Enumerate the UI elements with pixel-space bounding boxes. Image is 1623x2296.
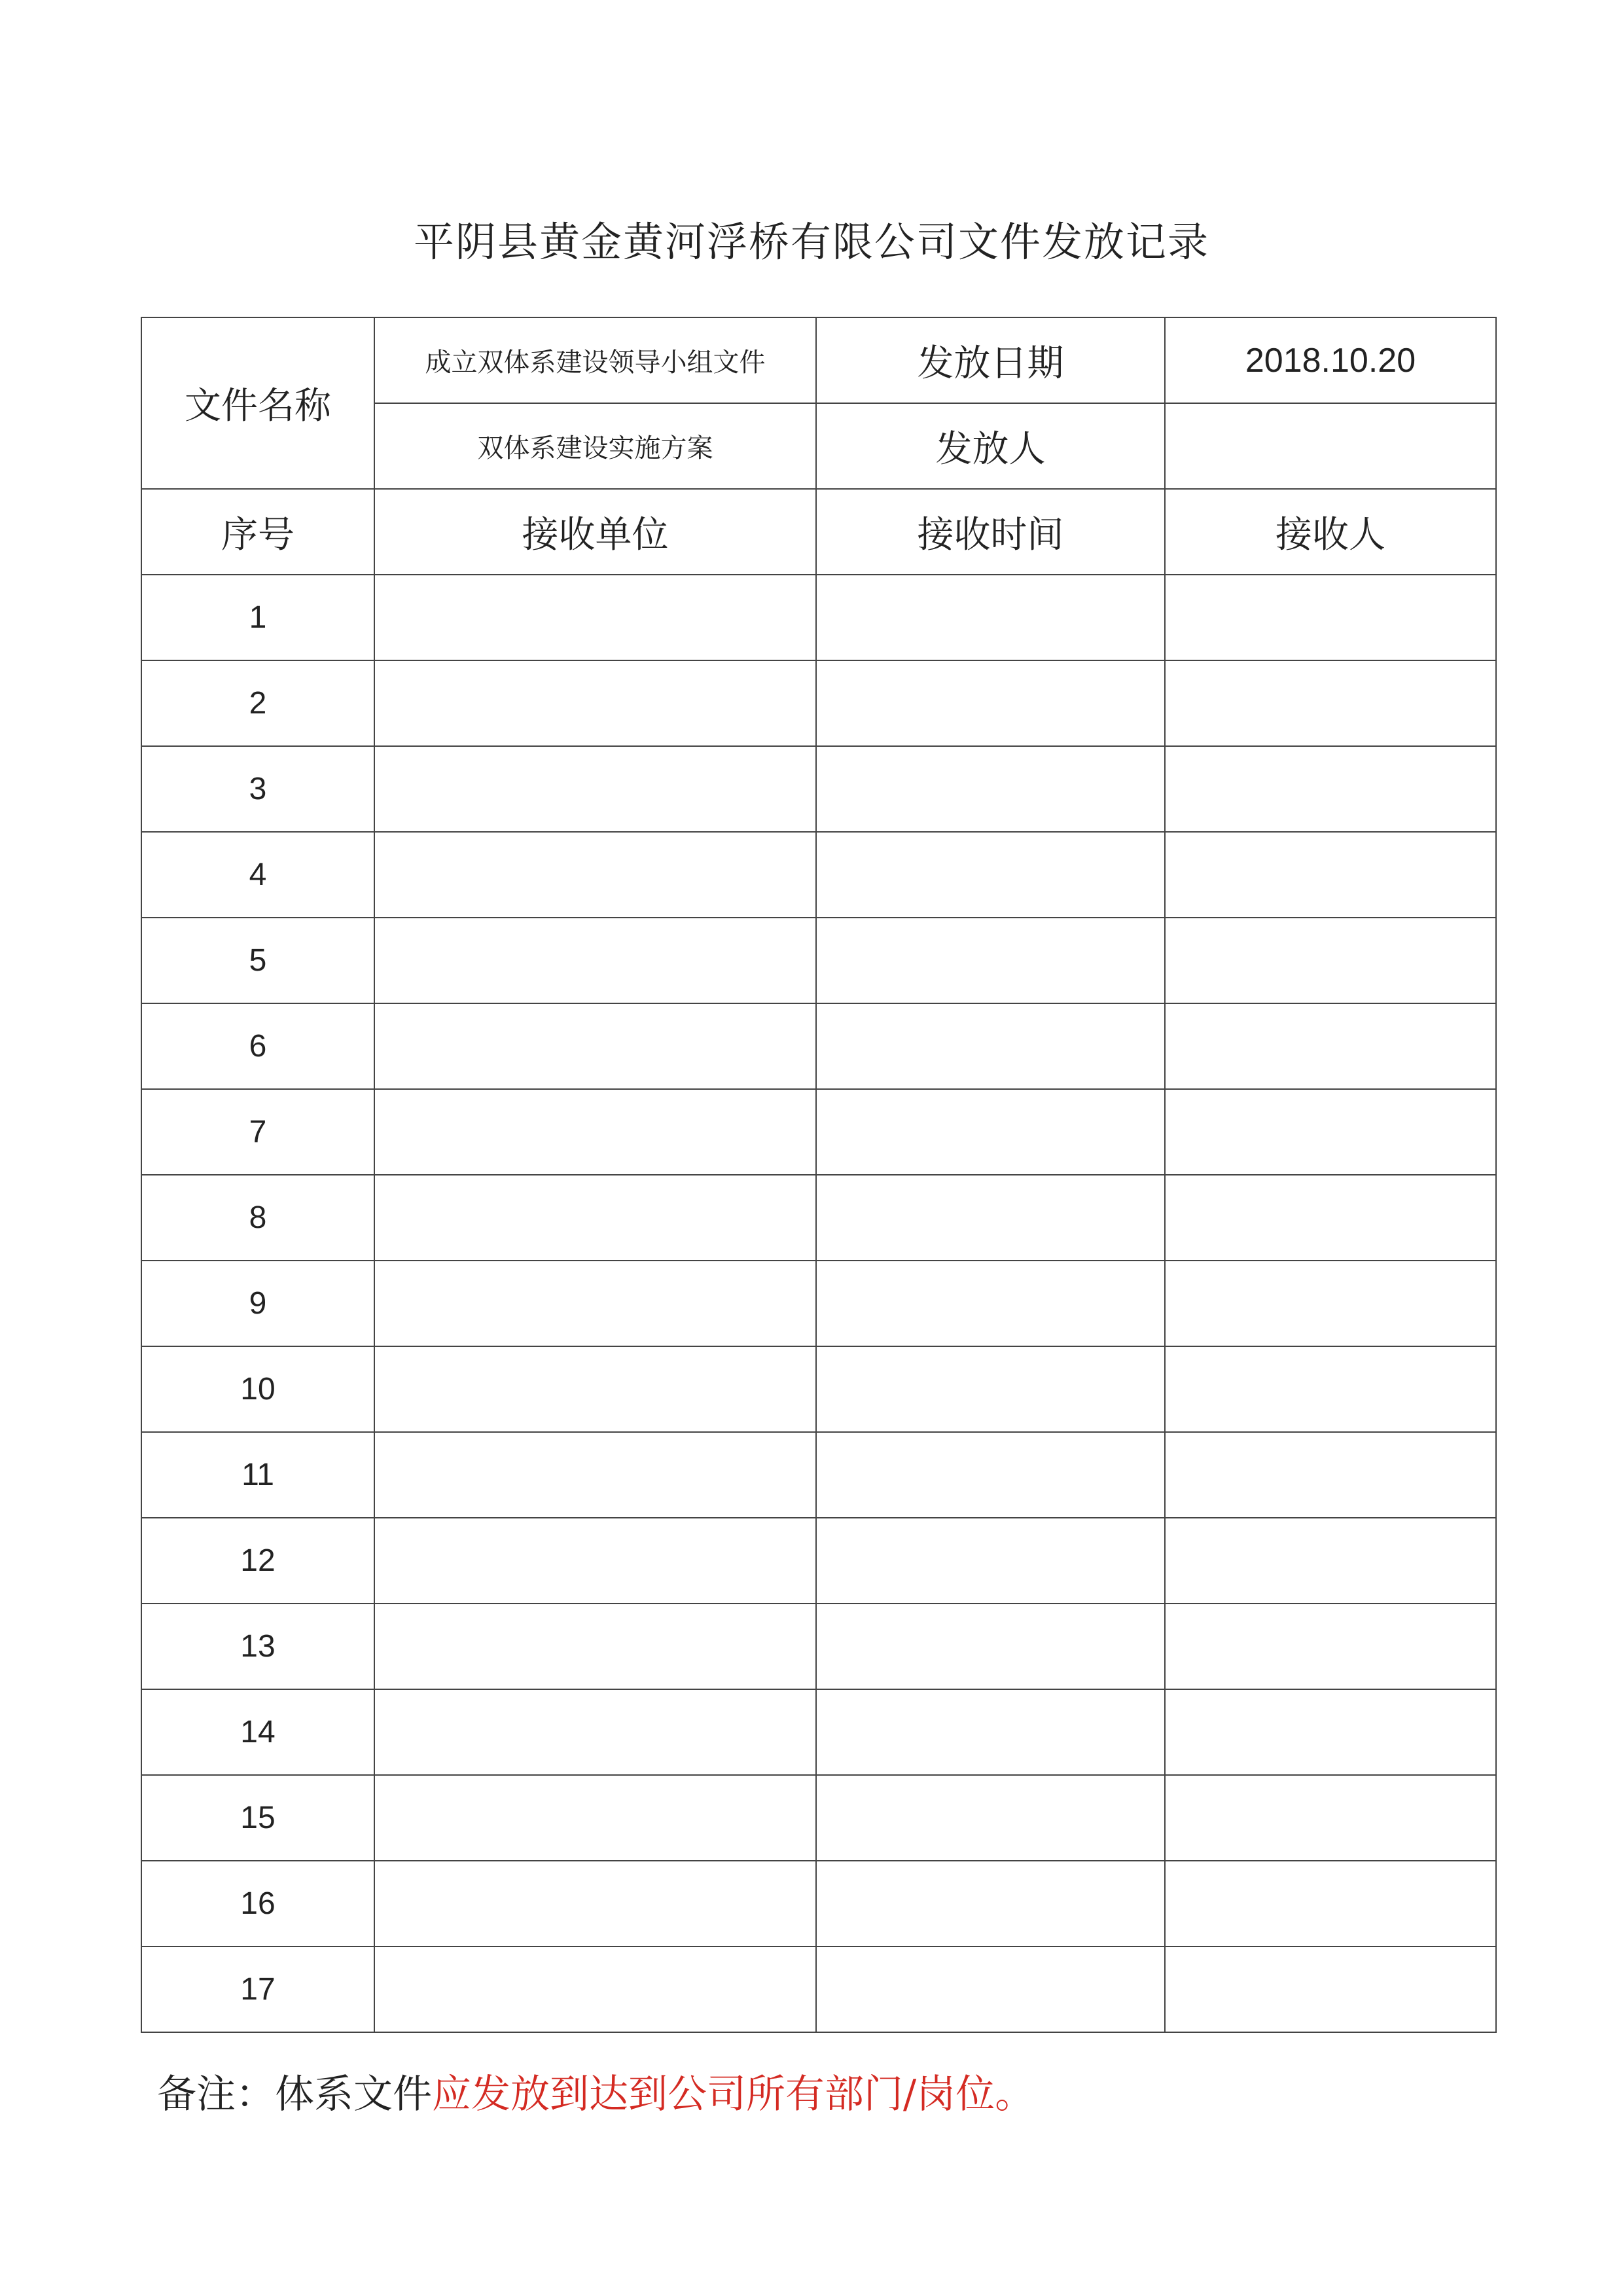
receiving-unit-cell[interactable] bbox=[374, 660, 816, 746]
receiving-time-cell[interactable] bbox=[816, 1089, 1165, 1175]
row-serial-number: 9 bbox=[141, 1261, 374, 1346]
table-row bbox=[141, 1261, 1496, 1346]
row-serial-number: 8 bbox=[141, 1175, 374, 1261]
recipient-cell[interactable] bbox=[1165, 1518, 1496, 1604]
document-title: 平阴县黄金黄河浮桥有限公司文件发放记录 bbox=[413, 218, 1209, 266]
table-row bbox=[141, 746, 1496, 832]
row-serial-number: 14 bbox=[141, 1689, 374, 1775]
issue-date-value: 2018.10.20 bbox=[1165, 317, 1496, 403]
distribution-record-table bbox=[141, 317, 1497, 2033]
table-row bbox=[141, 1946, 1496, 2032]
recipient-cell[interactable] bbox=[1165, 1689, 1496, 1775]
recipient-cell[interactable] bbox=[1165, 746, 1496, 832]
receiving-time-cell[interactable] bbox=[816, 1946, 1165, 2032]
row-serial-number: 6 bbox=[141, 1003, 374, 1089]
receiving-unit-cell[interactable] bbox=[374, 1089, 816, 1175]
receiving-unit-cell[interactable] bbox=[374, 1003, 816, 1089]
receiving-unit-cell[interactable] bbox=[374, 1775, 816, 1861]
row-serial-number: 12 bbox=[141, 1518, 374, 1604]
recipient-cell[interactable] bbox=[1165, 918, 1496, 1003]
receiving-time-cell[interactable] bbox=[816, 918, 1165, 1003]
header-row-file-1 bbox=[141, 317, 1496, 403]
remark-highlight: 应发放到达到公司所有部门/岗位。 bbox=[432, 2072, 1035, 2117]
receiving-unit-cell[interactable] bbox=[374, 746, 816, 832]
receiving-unit-cell[interactable] bbox=[374, 1261, 816, 1346]
receiving-time-cell[interactable] bbox=[816, 1861, 1165, 1946]
recipient-cell[interactable] bbox=[1165, 1946, 1496, 2032]
recipient-cell[interactable] bbox=[1165, 1432, 1496, 1518]
remark-prefix: 备注：体系文件 bbox=[157, 2072, 432, 2117]
table-row bbox=[141, 918, 1496, 1003]
receiving-unit-cell[interactable] bbox=[374, 1946, 816, 2032]
table-row bbox=[141, 1604, 1496, 1689]
table-row bbox=[141, 1775, 1496, 1861]
receiving-time-cell[interactable] bbox=[816, 1689, 1165, 1775]
receiving-time-cell[interactable] bbox=[816, 660, 1165, 746]
row-serial-number: 3 bbox=[141, 746, 374, 832]
row-serial-number: 4 bbox=[141, 832, 374, 918]
receiving-time-cell[interactable] bbox=[816, 746, 1165, 832]
row-serial-number: 11 bbox=[141, 1432, 374, 1518]
issuer-label: 发放人 bbox=[816, 403, 1165, 489]
table-row bbox=[141, 575, 1496, 660]
row-serial-number: 13 bbox=[141, 1604, 374, 1689]
file-name-value-2: 双体系建设实施方案 bbox=[374, 403, 816, 489]
recipient-cell[interactable] bbox=[1165, 660, 1496, 746]
table-row bbox=[141, 1175, 1496, 1261]
recipient-cell[interactable] bbox=[1165, 1261, 1496, 1346]
row-serial-number: 7 bbox=[141, 1089, 374, 1175]
column-header-receiving-unit: 接收单位 bbox=[374, 489, 816, 575]
receiving-unit-cell[interactable] bbox=[374, 1432, 816, 1518]
remark-note bbox=[157, 2062, 1034, 2127]
column-header-receiving-time: 接收时间 bbox=[816, 489, 1165, 575]
receiving-time-cell[interactable] bbox=[816, 1175, 1165, 1261]
table-row bbox=[141, 660, 1496, 746]
column-header-recipient: 接收人 bbox=[1165, 489, 1496, 575]
receiving-unit-cell[interactable] bbox=[374, 832, 816, 918]
recipient-cell[interactable] bbox=[1165, 1003, 1496, 1089]
table-row bbox=[141, 1346, 1496, 1432]
table-row bbox=[141, 1432, 1496, 1518]
receiving-time-cell[interactable] bbox=[816, 1261, 1165, 1346]
table-row bbox=[141, 1089, 1496, 1175]
column-header-serial: 序号 bbox=[141, 489, 374, 575]
receiving-time-cell[interactable] bbox=[816, 1604, 1165, 1689]
table-row bbox=[141, 1003, 1496, 1089]
receiving-time-cell[interactable] bbox=[816, 1346, 1165, 1432]
recipient-cell[interactable] bbox=[1165, 1604, 1496, 1689]
receiving-unit-cell[interactable] bbox=[374, 1518, 816, 1604]
recipient-cell[interactable] bbox=[1165, 1861, 1496, 1946]
issue-date-label: 发放日期 bbox=[816, 317, 1165, 403]
column-header-row bbox=[141, 489, 1496, 575]
issuer-value bbox=[1165, 403, 1496, 489]
file-name-value-1: 成立双体系建设领导小组文件 bbox=[374, 317, 816, 403]
receiving-time-cell[interactable] bbox=[816, 832, 1165, 918]
table-row bbox=[141, 1689, 1496, 1775]
row-serial-number: 17 bbox=[141, 1946, 374, 2032]
recipient-cell[interactable] bbox=[1165, 1089, 1496, 1175]
receiving-unit-cell[interactable] bbox=[374, 1689, 816, 1775]
row-serial-number: 10 bbox=[141, 1346, 374, 1432]
recipient-cell[interactable] bbox=[1165, 1775, 1496, 1861]
receiving-time-cell[interactable] bbox=[816, 1003, 1165, 1089]
receiving-unit-cell[interactable] bbox=[374, 918, 816, 1003]
recipient-cell[interactable] bbox=[1165, 832, 1496, 918]
row-serial-number: 1 bbox=[141, 575, 374, 660]
table-row bbox=[141, 1518, 1496, 1604]
receiving-unit-cell[interactable] bbox=[374, 1861, 816, 1946]
file-name-label: 文件名称 bbox=[141, 317, 374, 489]
receiving-time-cell[interactable] bbox=[816, 575, 1165, 660]
recipient-cell[interactable] bbox=[1165, 1175, 1496, 1261]
receiving-unit-cell[interactable] bbox=[374, 575, 816, 660]
receiving-unit-cell[interactable] bbox=[374, 1346, 816, 1432]
row-serial-number: 15 bbox=[141, 1775, 374, 1861]
receiving-time-cell[interactable] bbox=[816, 1518, 1165, 1604]
recipient-cell[interactable] bbox=[1165, 1346, 1496, 1432]
table-row bbox=[141, 1861, 1496, 1946]
row-serial-number: 5 bbox=[141, 918, 374, 1003]
row-serial-number: 16 bbox=[141, 1861, 374, 1946]
recipient-cell[interactable] bbox=[1165, 575, 1496, 660]
receiving-unit-cell[interactable] bbox=[374, 1604, 816, 1689]
table-row bbox=[141, 832, 1496, 918]
receiving-time-cell[interactable] bbox=[816, 1432, 1165, 1518]
receiving-unit-cell[interactable] bbox=[374, 1175, 816, 1261]
receiving-time-cell[interactable] bbox=[816, 1775, 1165, 1861]
row-serial-number: 2 bbox=[141, 660, 374, 746]
